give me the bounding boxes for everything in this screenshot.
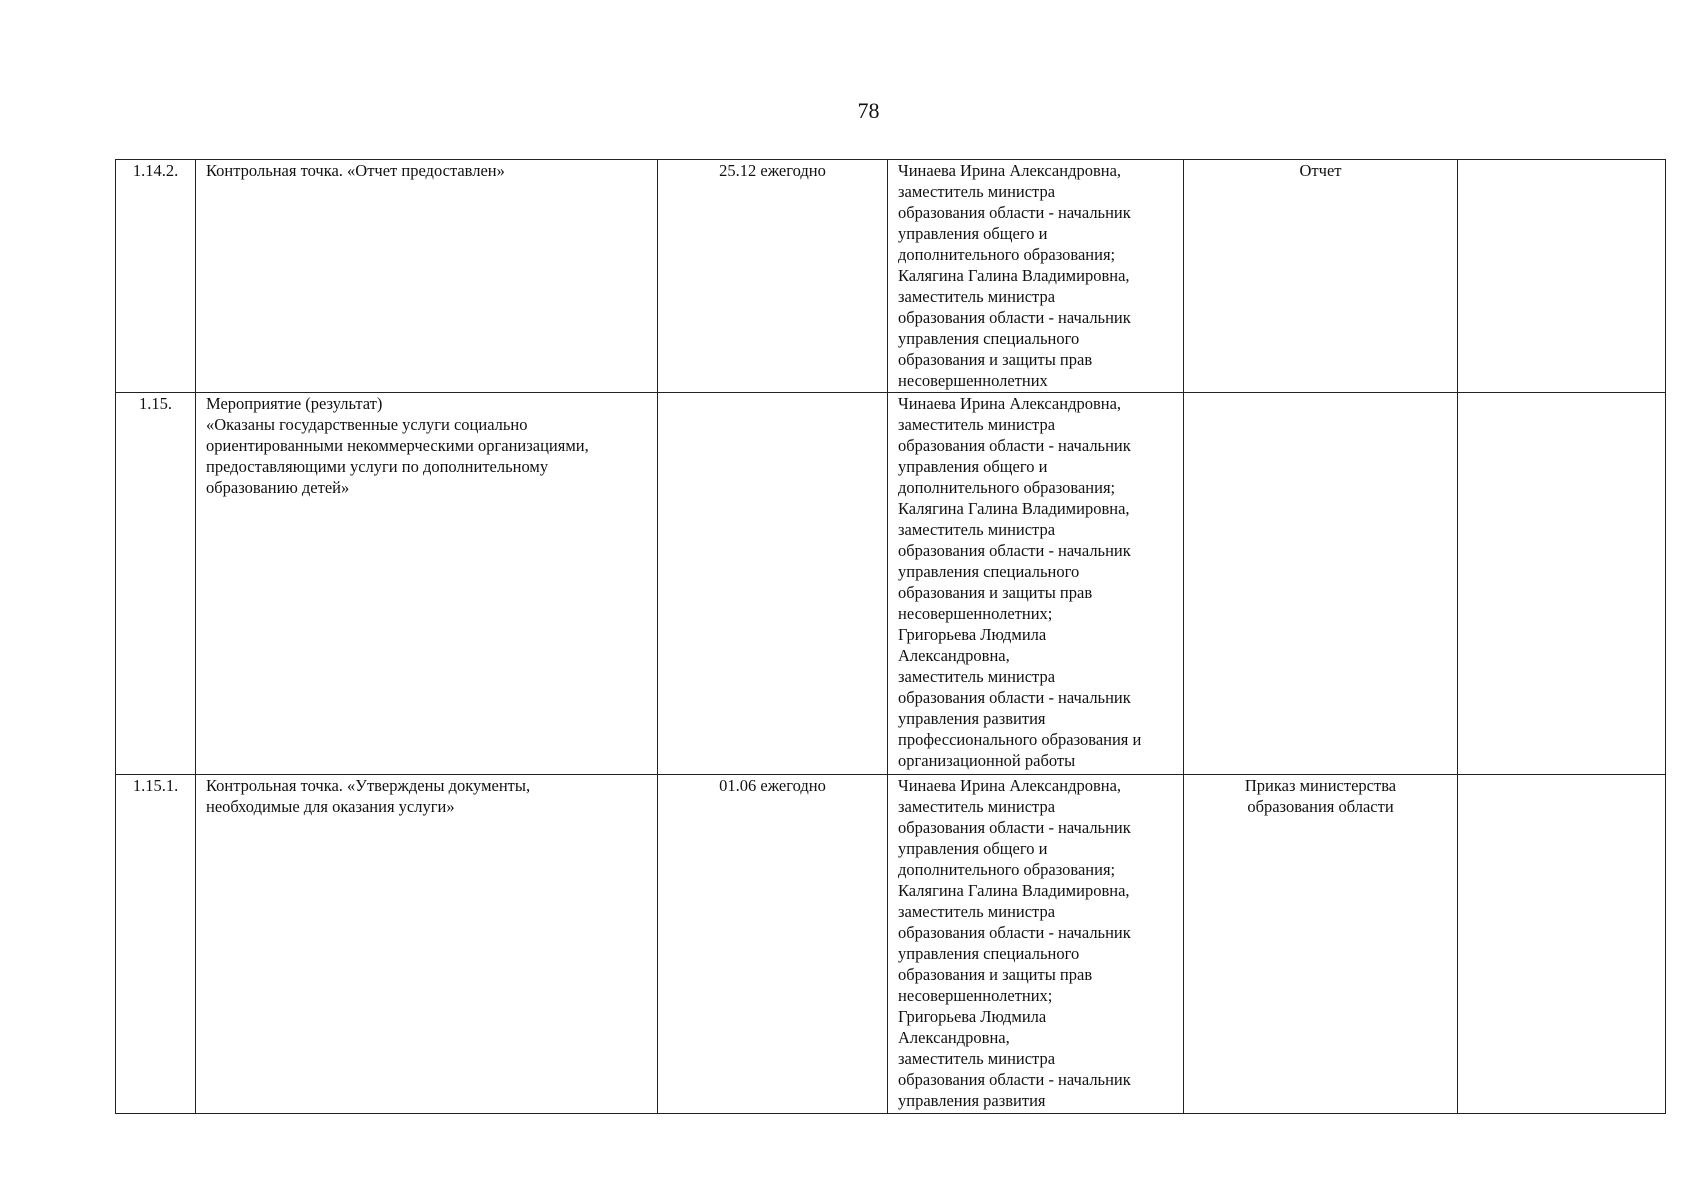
text-line: Александровна, [898, 646, 1010, 665]
text-line: образования и защиты прав [898, 965, 1093, 984]
text-line: заместитель министра [898, 797, 1056, 816]
plan-table-body [116, 160, 1666, 1114]
text-line: управления специального [898, 329, 1080, 348]
notes-cell [1458, 775, 1666, 1114]
notes-cell [1458, 393, 1666, 775]
text-line: несовершеннолетних; [898, 986, 1053, 1005]
document-cell [1184, 393, 1458, 775]
text-line: управления развития [898, 1091, 1046, 1110]
text-line: образования области - начальник [898, 541, 1131, 560]
text-line: несовершеннолетних [898, 371, 1048, 390]
table-row [116, 393, 1666, 775]
text-line: образования и защиты прав [898, 583, 1093, 602]
text-line: заместитель министра [898, 1049, 1056, 1068]
text-line: образования области - начальник [898, 436, 1131, 455]
text-line: управления общего и [898, 224, 1048, 243]
text-line: Приказ министерства [1244, 776, 1397, 795]
text-line: Калягина Галина Владимировна, [898, 266, 1130, 285]
responsible-cell [888, 393, 1184, 775]
text-line: ориентированными некоммерческими организациями, [206, 436, 589, 455]
text-line: Контрольная точка. «Отчет предоставлен» [206, 161, 505, 180]
text-line: заместитель министра [898, 287, 1056, 306]
document-cell [1184, 775, 1458, 1114]
text-line: управления общего и [898, 839, 1048, 858]
text-line: Григорьева Людмила [898, 625, 1047, 644]
event-cell [196, 160, 658, 393]
text-line: образования области [1247, 797, 1394, 816]
text-line: Чинаева Ирина Александровна, [898, 394, 1122, 413]
text-line: образования и защиты прав [898, 350, 1093, 369]
responsible-cell [888, 160, 1184, 393]
text-line: заместитель министра [898, 902, 1056, 921]
text-line: заместитель министра [898, 667, 1056, 686]
text-line: несовершеннолетних; [898, 604, 1053, 623]
responsible-cell [888, 775, 1184, 1114]
text-line: управления общего и [898, 457, 1048, 476]
text-line: образования области - начальник [898, 1070, 1131, 1089]
text-line: образованию детей» [206, 478, 350, 497]
notes-cell [1458, 160, 1666, 393]
text-line: управления специального [898, 562, 1080, 581]
text-line: образования области - начальник [898, 923, 1131, 942]
text-line: дополнительного образования; [898, 860, 1116, 879]
text-line: Калягина Галина Владимировна, [898, 881, 1130, 900]
text-line: заместитель министра [898, 415, 1056, 434]
row-number-cell: 1.15. [116, 393, 196, 775]
text-line: Отчет [1299, 161, 1342, 180]
deadline-cell [658, 393, 888, 775]
text-line: управления развития [898, 709, 1046, 728]
text-line: заместитель министра [898, 520, 1056, 539]
text-line: «Оказаны государственные услуги социально [206, 415, 528, 434]
table-row [116, 775, 1666, 1114]
text-line: Калягина Галина Владимировна, [898, 499, 1130, 518]
text-line: Мероприятие (результат) [206, 394, 383, 413]
document-cell [1184, 160, 1458, 393]
text-line: образования области - начальник [898, 818, 1131, 837]
row-number-cell: 1.14.2. [116, 160, 196, 393]
text-line: дополнительного образования; [898, 245, 1116, 264]
page-number: 78 [857, 98, 880, 123]
text-line: управления специального [898, 944, 1080, 963]
text-line: образования области - начальник [898, 203, 1131, 222]
text-line: заместитель министра [898, 182, 1056, 201]
text-line: образования области - начальник [898, 308, 1131, 327]
text-line: профессионального образования и [898, 730, 1142, 749]
text-line: Контрольная точка. «Утверждены документы, [206, 776, 531, 795]
text-line: Григорьева Людмила [898, 1007, 1047, 1026]
event-cell [196, 393, 658, 775]
text-line: образования области - начальник [898, 688, 1131, 707]
text-line: необходимые для оказания услуги» [206, 797, 455, 816]
plan-table [115, 159, 1666, 1114]
text-line: организационной работы [898, 751, 1076, 770]
table-row [116, 160, 1666, 393]
text-line: дополнительного образования; [898, 478, 1116, 497]
text-line: Чинаева Ирина Александровна, [898, 161, 1122, 180]
event-cell [196, 775, 658, 1114]
text-line: Александровна, [898, 1028, 1010, 1047]
deadline-cell: 25.12 ежегодно [658, 160, 888, 393]
text-line: Чинаева Ирина Александровна, [898, 776, 1122, 795]
deadline-cell: 01.06 ежегодно [658, 775, 888, 1114]
text-line: предоставляющими услуги по дополнительному [206, 457, 549, 476]
row-number-cell: 1.15.1. [116, 775, 196, 1114]
